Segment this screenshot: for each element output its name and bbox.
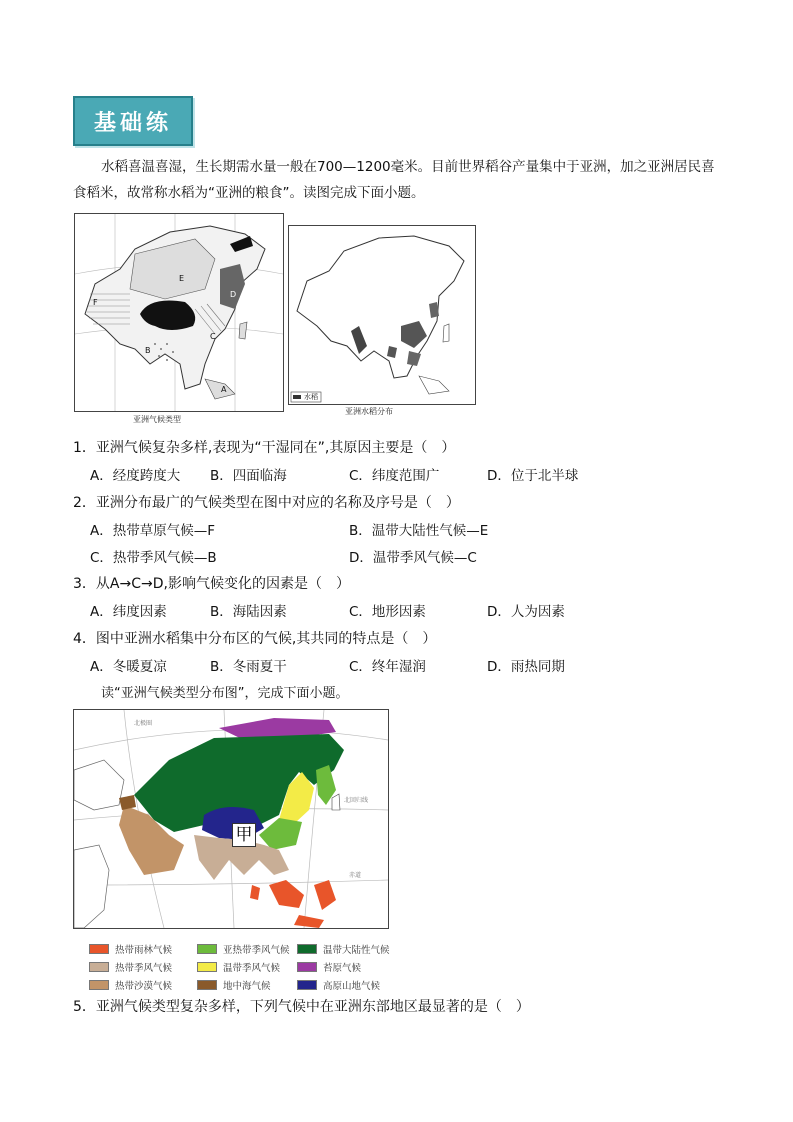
- map1-label-b: B: [145, 346, 151, 355]
- map1-caption: 亚洲气候类型: [133, 415, 181, 424]
- q4-option-b[interactable]: B．冬雨夏干: [210, 659, 287, 675]
- legend-label: 温带季风气候: [223, 963, 281, 974]
- legend-label: 亚热带季风气候: [223, 945, 290, 956]
- legend-item-mediterranean: [197, 978, 297, 992]
- question-4-text: 图中亚洲水稻集中分布区的气候,其共同的特点是（ ）: [95, 631, 437, 647]
- question-1: [73, 437, 455, 457]
- question-1-number: 1．: [73, 440, 96, 456]
- q2-option-b[interactable]: B．温带大陆性气候—E: [349, 523, 489, 539]
- section-banner: [73, 96, 193, 146]
- legend-item-temperate-monsoon: [197, 960, 297, 974]
- legend-item-temperate-continental: [297, 942, 407, 956]
- question-5-text: 亚洲气候类型复杂多样，下列气候中在亚洲东部地区最显著的是（ ）: [95, 999, 530, 1015]
- question-2: [73, 492, 460, 512]
- legend-item-tundra: [297, 960, 407, 974]
- map1-label-f: F: [93, 298, 98, 307]
- map1-label-e: E: [179, 274, 185, 283]
- legend-swatch: [89, 980, 109, 990]
- legend-label: 热带沙漠气候: [115, 981, 173, 992]
- question-1-text: 亚洲气候复杂多样,表现为“干湿同在”,其原因主要是（ ）: [95, 440, 456, 456]
- legend-swatch: [297, 980, 317, 990]
- q2-option-c[interactable]: C．热带季风气候—B: [90, 550, 217, 566]
- q4-option-d[interactable]: D．雨热同期: [487, 659, 565, 675]
- legend-label: 温带大陆性气候: [323, 945, 390, 956]
- question-3: [73, 573, 350, 593]
- map3-label-jia: 甲: [232, 823, 256, 847]
- legend-item-highland: [297, 978, 407, 992]
- q3-option-d[interactable]: D．人为因素: [487, 604, 565, 620]
- climate-color-map-svg: [74, 710, 388, 928]
- climate-legend: [89, 942, 409, 992]
- legend-swatch: [197, 980, 217, 990]
- rice-map-svg: [289, 226, 475, 404]
- q2-option-d[interactable]: D．温带季风气候—C: [349, 550, 477, 566]
- legend-label: 地中海气候: [223, 981, 271, 992]
- map1-label-a: A: [221, 385, 227, 394]
- question-5: [73, 996, 530, 1016]
- question-3-text: 从A→C→D,影响气候变化的因素是（ ）: [95, 576, 350, 592]
- section-title: 基础练: [93, 110, 172, 136]
- intro-paragraph-2: 读“亚洲气候类型分布图”，完成下面小题。: [101, 686, 349, 701]
- legend-item-tropical-monsoon: [89, 960, 197, 974]
- q1-option-c[interactable]: C．纬度范围广: [349, 468, 440, 484]
- rice-legend-label: 水稻: [304, 393, 318, 401]
- q2-option-a[interactable]: A．热带草原气候—F: [90, 523, 216, 539]
- question-4: [73, 628, 436, 648]
- legend-swatch: [89, 944, 109, 954]
- asia-rice-distribution-map: [288, 225, 476, 405]
- legend-label: 热带季风气候: [115, 963, 173, 974]
- question-3-number: 3．: [73, 576, 96, 592]
- legend-swatch: [89, 962, 109, 972]
- legend-swatch: [197, 962, 217, 972]
- map3-tropic-label: 北回归线: [344, 797, 369, 804]
- q3-option-c[interactable]: C．地形因素: [349, 604, 426, 620]
- legend-item-tropical-desert: [89, 978, 197, 992]
- asia-climate-map-svg: [75, 214, 283, 411]
- q4-option-a[interactable]: A．冬暖夏凉: [90, 659, 167, 675]
- question-4-number: 4．: [73, 631, 96, 647]
- asia-climate-type-map: [74, 213, 284, 412]
- legend-swatch: [197, 944, 217, 954]
- asia-climate-color-map: [73, 709, 389, 929]
- question-2-number: 2．: [73, 495, 96, 511]
- q4-option-c[interactable]: C．终年湿润: [349, 659, 426, 675]
- map1-label-d: D: [230, 290, 237, 299]
- map3-arctic-label: 北极圈: [134, 720, 153, 727]
- intro-text-1: 水稻喜温喜湿，生长期需水量一般在700—1200毫米。目前世界稻谷产量集中于亚洲，加之亚洲居民喜食稻米，故常称水稻为“亚洲的粮食”。读图完成下面小题。: [73, 159, 715, 201]
- legend-item-subtropical-monsoon: [197, 942, 297, 956]
- intro-paragraph-1: [73, 154, 725, 206]
- q1-option-b[interactable]: B．四面临海: [210, 468, 287, 484]
- q3-option-a[interactable]: A．纬度因素: [90, 604, 167, 620]
- q3-option-b[interactable]: B．海陆因素: [210, 604, 287, 620]
- question-5-number: 5．: [73, 999, 96, 1015]
- q1-option-a[interactable]: A．经度跨度大: [90, 468, 181, 484]
- question-2-text: 亚洲分布最广的气候类型在图中对应的名称及序号是（ ）: [95, 495, 460, 511]
- map1-label-c: C: [210, 332, 216, 341]
- legend-item-tropical-rainforest: [89, 942, 197, 956]
- q1-option-d[interactable]: D．位于北半球: [487, 468, 579, 484]
- legend-label: 高原山地气候: [323, 981, 381, 992]
- legend-swatch: [297, 962, 317, 972]
- legend-label: 苔原气候: [323, 963, 362, 974]
- legend-label: 热带雨林气候: [115, 945, 173, 956]
- map3-equator-label: 赤道: [349, 872, 362, 879]
- map2-caption: 亚洲水稻分布: [345, 407, 393, 416]
- legend-swatch: [297, 944, 317, 954]
